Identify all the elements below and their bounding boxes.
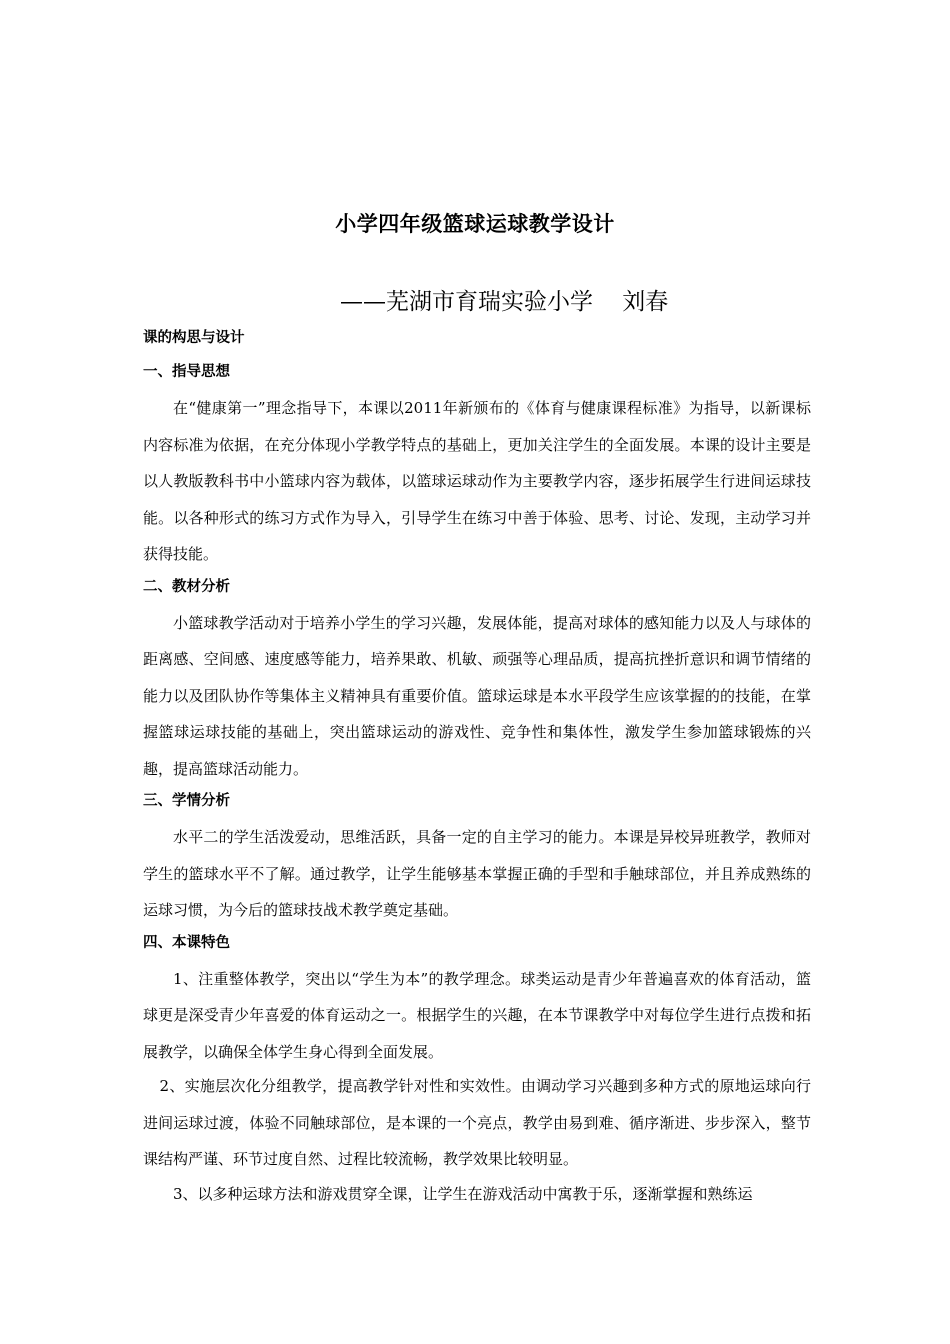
document-subtitle: ——芜湖市育瑞实验小学 刘春 (340, 289, 669, 315)
paragraph-feature-3: 3、以多种运球方法和游戏贯穿全课，让学生在游戏活动中寓教于乐，逐渐掌握和熟练运 (173, 1184, 753, 1203)
document-body (143, 328, 811, 1216)
paragraph-guiding-idea: 在“健康第一”理念指导下，本课以2011年新颁布的《体育与健康课程标准》为指导，以新课标内容标准为依据，在充分体现小学教学特点的基础上，更加关注学生的全面发展。本课的设计主要是以人教版教科书中小篮球内容为载体，以篮球运球动作为主要教学内容，逐步拓展学生行进间运球技能。以各种形式的练习方式作为导入，引导学生在练习中善于体验、思考、讨论、发现，主动学习并获得技能。 (143, 399, 811, 563)
paragraph-feature-2: 2、实施层次化分组教学，提高教学针对性和实效性。由调动学习兴趣到多种方式的原地运球向行进间运球过渡，体验不同触球部位，是本课的一个亮点，教学由易到难、循序渐进、步步深入，整节课结构严谨、环节过度自然、过程比较流畅，教学效果比较明显。 (143, 1077, 811, 1168)
paragraph-material-analysis: 小篮球教学活动对于培养小学生的学习兴趣，发展体能，提高对球体的感知能力以及人与球体的距离感、空间感、速度感等能力，培养果敢、机敏、顽强等心理品质，提高抗挫折意识和调节情绪的能力以及团队协作等集体主义精神具有重要价值。篮球运球是本水平段学生应该掌握的的技能，在掌握篮球运球技能的基础上，突出篮球运动的游戏性、竞争性和集体性，激发学生参加篮球锻炼的兴趣，提高篮球活动能力。 (143, 613, 811, 778)
section-heading-student-analysis: 三、学情分析 (143, 793, 230, 809)
document-title: 小学四年级篮球运球教学设计 (335, 212, 615, 236)
section-heading-guiding-idea: 一、指导思想 (143, 364, 230, 380)
paragraph-feature-1: 1、注重整体教学，突出以“学生为本”的教学理念。球类运动是青少年普遍喜欢的体育活动，篮球更是深受青少年喜爱的体育运动之一。根据学生的兴趣，在本节课教学中对每位学生进行点拨和拓展教学，以确保全体学生身心得到全面发展。 (143, 969, 811, 1061)
section-heading-material-analysis: 二、教材分析 (143, 578, 230, 595)
section-heading-course-features: 四、本课特色 (143, 934, 230, 951)
paragraph-student-analysis: 水平二的学生活泼爱动，思维活跃，具备一定的自主学习的能力。本课是异校异班教学，教师对学生的篮球水平不了解。通过教学，让学生能够基本掌握正确的手型和手触球部位，并且养成熟练的运球习惯，为今后的篮球技战术教学奠定基础。 (143, 828, 811, 919)
section-heading-course-design: 课的构思与设计 (143, 330, 245, 346)
